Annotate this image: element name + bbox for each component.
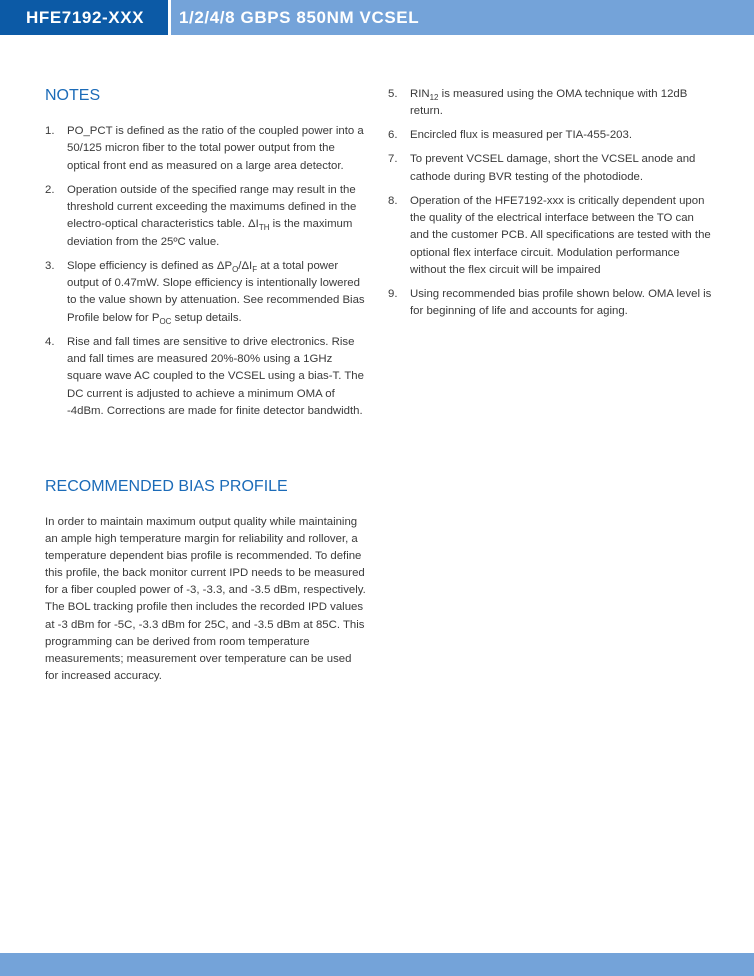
- page-footer-bar: [0, 953, 754, 976]
- note-item: [388, 86, 713, 121]
- bias-profile-heading: RECOMMENDED BIAS PROFILE: [45, 478, 288, 495]
- note-number: 6.: [388, 129, 398, 142]
- note-text: Slope efficiency is defined as $\Delta P_O/\Delta I_F$ at a total power output of 0.47mW. Slope efficiency is intentionally lowered to the value shown by attenuation. See recommended Bias Profile below for $P_{OC}$ setup details.: [67, 259, 365, 326]
- notes-heading: NOTES: [45, 87, 101, 104]
- note-text: $RIN_{12}$ is measured using the OMA technique with 12dB return.: [410, 88, 688, 118]
- note-item: [388, 151, 713, 186]
- note-text: Encircled flux is measured per TIA-455-203.: [410, 129, 633, 142]
- document-title: 1/2/4/8 GBPS 850NM VCSEL: [171, 0, 754, 35]
- note-number: 2.: [45, 183, 55, 196]
- note-number: 7.: [388, 153, 398, 166]
- note-item: [388, 127, 713, 144]
- note-item: [45, 334, 367, 420]
- note-number: 4.: [45, 335, 55, 348]
- note-text: PO_PCT is defined as the ratio of the coupled power into a 50/125 micron fiber to the total power output from the optical front end as measured on a large area detector.: [67, 125, 364, 172]
- bias-profile-paragraph: In order to maintain maximum output quality while maintaining an ample high temperature margin for reliability and rollover, a temperature dependent bias profile is recommended. To define this profile, the back monitor current IPD needs to be measured for a fiber coupled power of -3, -3.3, and -3.5 dBm, respectively. The BOL tracking profile then includes the recorded IPD values at -3 dBm for -5C, -3.3 dBm for 25C, and -3.5 dBm at 85C. This programming can be derived from room temperature measurements; measurement over temperature can be used for increased accuracy.: [45, 516, 366, 682]
- note-text: Rise and fall times are sensitive to drive electronics. Rise and fall times are measured 20%-80% using a 1GHz square wave AC coupled to the VCSEL using a bias-T. The DC current is adjusted to achieve a minimum OMA of -4dBm. Corrections are made for finite detector bandwidth.: [67, 335, 364, 417]
- note-item: [45, 182, 367, 251]
- note-item: [45, 123, 367, 175]
- note-text: Using recommended bias profile shown below. OMA level is for beginning of life and accounts for aging.: [410, 288, 712, 318]
- note-number: 9.: [388, 288, 398, 301]
- note-item: [45, 258, 367, 327]
- note-item: [388, 193, 713, 279]
- note-number: 8.: [388, 194, 398, 207]
- note-item: [388, 286, 713, 321]
- notes-list-right: [388, 86, 713, 328]
- part-number: HFE7192-XXX: [0, 0, 168, 35]
- note-text: Operation of the HFE7192-xxx is critically dependent upon the quality of the electrical interface between the TO can and the customer PCB. All specifications are tested with the optional flex interface circuit. Modulation performance without the flex circuit will be impaired: [410, 194, 711, 277]
- note-text: Operation outside of the specified range may result in the threshold current exceeding the maximums defined in the electro-optical characteristics table. $\Delta I_{TH}$ is the maximum deviation from the 25ºC value.: [67, 183, 357, 248]
- note-number: 1.: [45, 125, 55, 137]
- notes-list-left: [45, 123, 367, 427]
- note-text: To prevent VCSEL damage, short the VCSEL anode and cathode during BVR testing of the photodiode.: [410, 153, 696, 183]
- page-header: [0, 0, 754, 35]
- note-number: 3.: [45, 259, 55, 272]
- note-number: 5.: [388, 88, 398, 100]
